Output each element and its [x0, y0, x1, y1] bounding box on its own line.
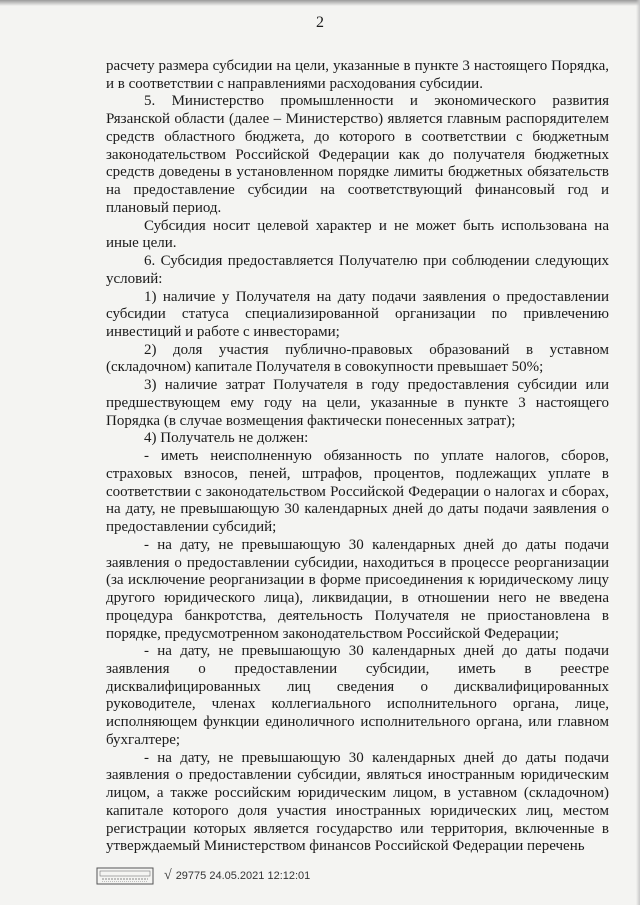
document-body — [106, 58, 609, 856]
paragraph: Субсидия носит целевой характер и не может быть использована на иные цели. — [106, 217, 609, 252]
doc-number: 29775 — [175, 870, 207, 882]
sub-list-item: - на дату, не превышающую 30 календарных дней до даты подачи заявления о предоставлении субсидии, иметь в реестре дисквалифицированных лиц сведения о дисквалифицированных руководителе, членах коллегиального исполнительного органа, лице, исполняющем функции единоличного исполнительного органа, или главном бухгалтере; — [106, 643, 609, 748]
sub-list-item: - на дату, не превышающую 30 календарных дней до даты подачи заявления о предоставлении субсидии, являться иностранным юридическим лицом, а также российским юридическим лицом, в уставном (складочном) капитале которого доля участия иностранных юридических лиц, местом регистрации которых является государство или территория, включенные в утверждаемый Министерством финансов Российской Федерации перечень — [106, 749, 609, 855]
list-item: 1) наличие у Получателя на дату подачи заявления о предоставлении субсидии статуса специализированной организации по привлечению инвестиций и работе с инвесторами; — [106, 288, 609, 341]
document-footer — [96, 865, 310, 887]
list-item: 2) доля участия публично-правовых образований в уставном (складочном) капитале Получателя в совокупности превышает 50%; — [106, 341, 609, 376]
sub-list-item: - иметь неисполненную обязанность по уплате налогов, сборов, страховых взносов, пеней, штрафов, процентов, подлежащих уплате в соответствии с законодательством Российской Федерации о налогах и сборах, на дату, не превышающую 30 календарных дней до даты подачи заявления о предоставлении субсидий; — [106, 448, 609, 536]
paragraph: 5. Министерство промышленности и экономического развития Рязанской области (далее – Министерство) является главным распорядителем средств областного бюджета, до которого в соответствии с бюджетным законодательством Российской Федерации как до получателя бюджетных средств доведены в установленном порядке лимиты бюджетных обязательств на предоставление субсидии на соответствующий финансовый год и плановый период. — [106, 93, 609, 216]
scan-top-edge — [0, 0, 640, 6]
scan-right-edge — [636, 0, 640, 905]
paragraph: расчету размера субсидии на цели, указанные в пункте 3 настоящего Порядка, и в соответствии с направлениями расходования субсидии. — [106, 58, 609, 92]
page-number: 2 — [316, 14, 324, 31]
sub-list-item: - на дату, не превышающую 30 календарных дней до даты подачи заявления о предоставлении субсидии, находиться в процессе реорганизации (за исключение реорганизации в форме присоединения к юридическому лицу другого юридического лица), ликвидации, в отношении него не введена процедура банкротства, деятельность Получателя не приостановлена в порядке, предусмотренном законодательством Российской Федерации; — [106, 536, 609, 642]
list-item: 3) наличие затрат Получателя в году предоставления субсидии или предшествующем ему году на цели, указанные в пункте 3 настоящего Порядка (в случае возмещения фактически понесенных затрат); — [106, 377, 609, 429]
registration-stamp-icon — [96, 867, 154, 885]
check-mark: √ — [164, 868, 172, 883]
list-item: 4) Получатель не должен: — [144, 430, 309, 447]
paragraph: 6. Субсидия предоставляется Получателю при соблюдении следующих условий: — [106, 253, 609, 287]
timestamp: 24.05.2021 12:12:01 — [209, 870, 311, 882]
